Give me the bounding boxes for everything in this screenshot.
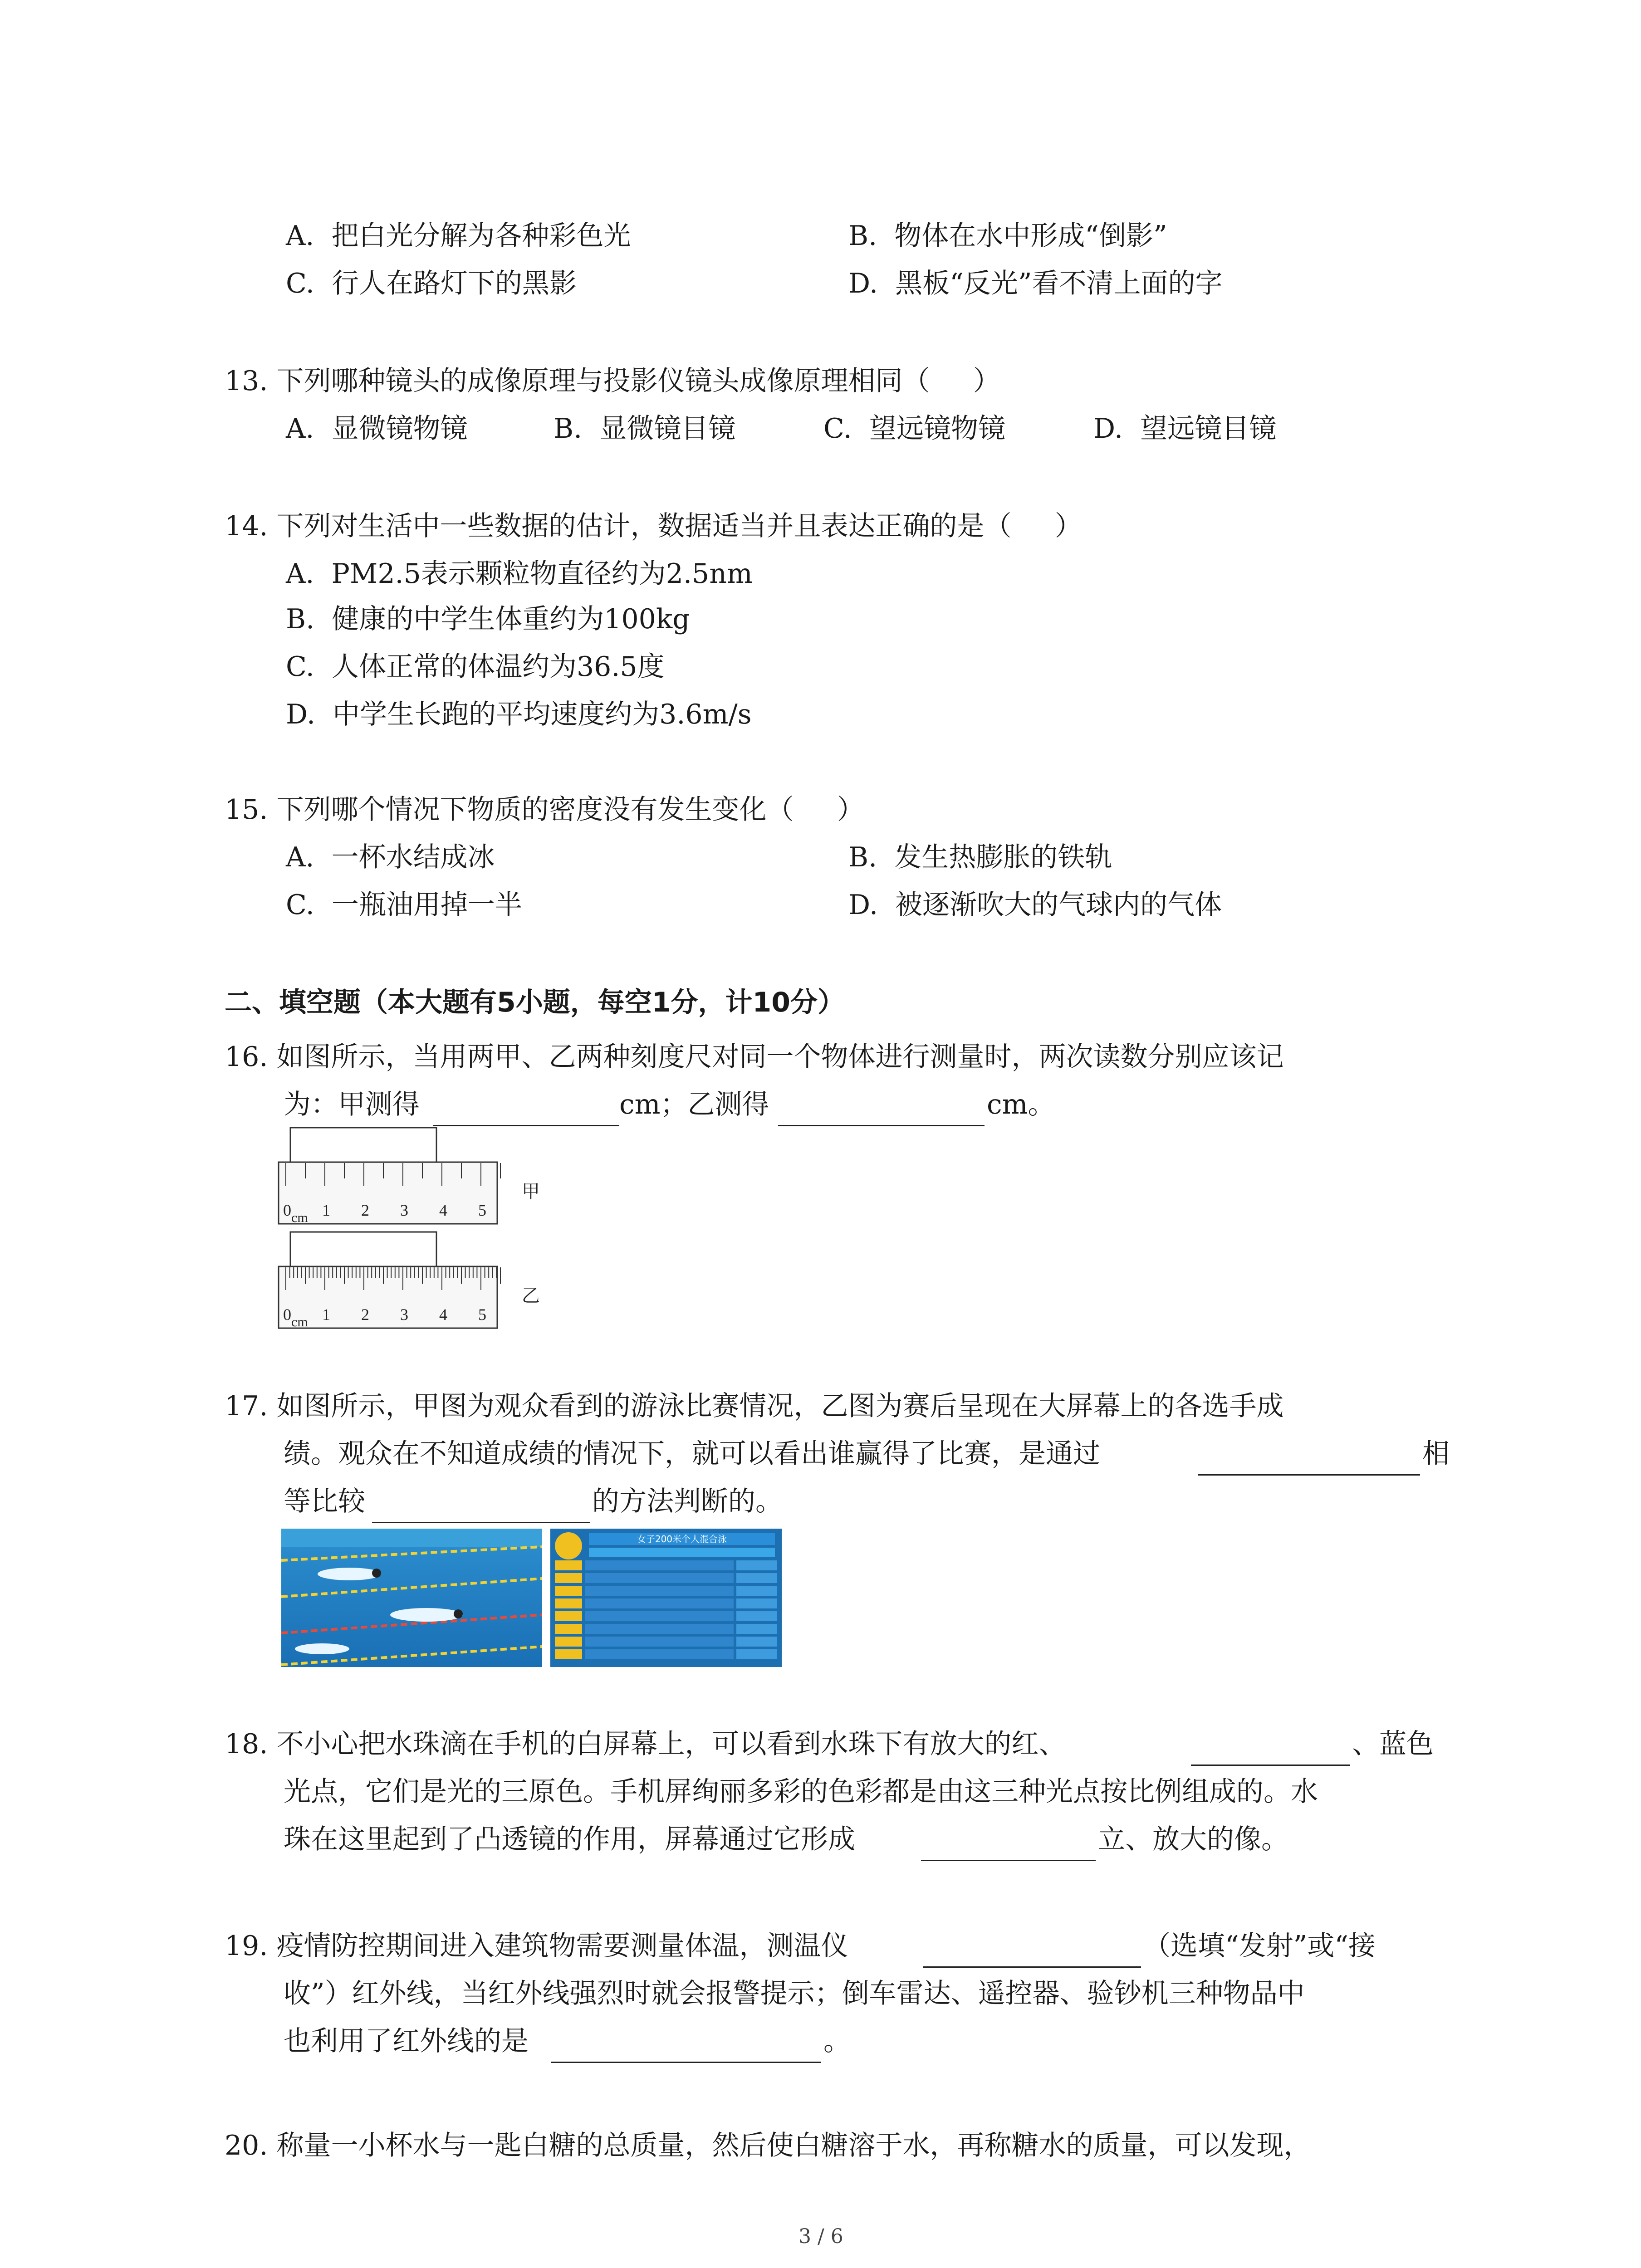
q17-line3-suffix: 的方法判断的。 [592,1486,783,1517]
q19-blank-2[interactable] [551,2062,821,2063]
time-cell [736,1649,777,1659]
rank-cell [555,1586,582,1596]
q13-stem: 13. 下列哪种镜头的成像原理与投影仪镜头成像原理相同（ ） [225,365,1000,397]
q16-unit-1: cm；乙测得 [619,1089,769,1120]
ruler-jia-tick-2: 2 [361,1201,369,1219]
rank-cell [555,1560,582,1570]
ruler-jia-label: 甲 [522,1181,540,1202]
q18-line3-suffix: 立、放大的像。 [1098,1823,1288,1855]
results-row [555,1573,777,1583]
name-cell [585,1637,734,1647]
q14-option-a: A. PM2.5表示颗粒物直径约为2.5nm [286,558,753,590]
q18-blank-2[interactable] [921,1860,1096,1861]
name-cell [585,1611,734,1621]
q15-option-c: C. 一瓶油用掉一半 [286,889,522,921]
time-cell [736,1637,777,1647]
name-cell [585,1649,734,1659]
q15-option-a: A. 一杯水结成冰 [286,841,495,873]
ruler-jia-tick-0: 0 [283,1201,291,1219]
ruler-jia-tick-3: 3 [400,1201,408,1219]
ruler-yi-unit: cm [291,1315,308,1330]
q17-line3-prefix: 等比较 [284,1486,365,1517]
q12-option-c: C. 行人在路灯下的黑影 [286,268,577,299]
q16-unit-2: cm。 [987,1089,1055,1120]
results-row [555,1598,777,1608]
name-cell [585,1624,734,1634]
results-header-row [589,1548,775,1557]
q17-line2-end: 相 [1422,1438,1450,1470]
page-number: 3 / 6 [798,2225,843,2248]
results-row [555,1637,777,1647]
q18-blank-1[interactable] [1191,1765,1350,1766]
name-cell [585,1573,734,1583]
q18-line2: 光点，它们是光的三原色。手机屏绚丽多彩的色彩都是由这三种光点按比例组成的。水 [284,1776,1318,1808]
q15-option-d: D. 被逐渐吹大的气球内的气体 [848,889,1222,921]
q13-option-d: D. 望远镜目镜 [1093,413,1277,445]
ruler-yi-tick-1: 1 [322,1305,330,1324]
q14-option-b: B. 健康的中学生体重约为100kg [286,603,690,635]
q18-line1-prefix: 18. 不小心把水珠滴在手机的白屏幕上，可以看到水珠下有放大的红、 [225,1728,1066,1760]
q13-option-b: B. 显微镜目镜 [554,413,736,445]
rank-cell [555,1624,582,1634]
ruler-yi-label: 乙 [522,1286,540,1306]
ruler-jia-tick-4: 4 [439,1201,447,1219]
rank-cell [555,1598,582,1608]
results-row [555,1560,777,1570]
q19-line2: 收”）红外线，当红外线强烈时就会报警提示；倒车雷达、遥控器、验钞机三种物品中 [284,1978,1305,2009]
results-screen-image [550,1529,782,1667]
q17-line1: 17. 如图所示，甲图为观众看到的游泳比赛情况，乙图为赛后呈现在大屏幕上的各选手成 [225,1390,1284,1422]
ruler-jia-unit: cm [291,1210,308,1225]
rank-cell [555,1649,582,1659]
q13-option-a: A. 显微镜物镜 [286,413,468,445]
ruler-figure [277,1125,558,1334]
q12-option-b: B. 物体在水中形成“倒影” [848,220,1167,252]
rank-cell [555,1611,582,1621]
q14-stem: 14. 下列对生活中一些数据的估计，数据适当并且表达正确的是（ ） [225,510,1082,542]
time-cell [736,1624,777,1634]
ruler-yi-tick-5: 5 [478,1305,486,1324]
q12-option-a: A. 把白光分解为各种彩色光 [286,220,631,252]
q15-option-b: B. 发生热膨胀的铁轨 [848,841,1112,873]
time-cell [736,1598,777,1608]
ruler-yi-tick-4: 4 [439,1305,447,1324]
q19-line1-suffix: （选填“发射”或“接 [1143,1930,1376,1962]
rank-cell [555,1573,582,1583]
q17-blank-2[interactable] [372,1522,590,1523]
q19-line3-suffix: 。 [823,2025,851,2057]
rank-cell [555,1637,582,1647]
q16-line2-prefix: 为：甲测得 [284,1089,420,1120]
time-cell [736,1573,777,1583]
name-cell [585,1560,734,1570]
q19-line1-prefix: 19. 疫情防控期间进入建筑物需要测量体温，测温仪 [225,1930,848,1962]
results-row [555,1649,777,1659]
q14-option-c: C. 人体正常的体温约为36.5度 [286,651,665,683]
event-logo [555,1532,582,1559]
q16-line1: 16. 如图所示，当用两甲、乙两种刻度尺对同一个物体进行测量时，两次读数分别应该记 [225,1041,1284,1073]
ruler-jia-tick-5: 5 [478,1201,486,1219]
q18-line1-suffix: 、蓝色 [1352,1728,1434,1760]
q17-line2: 绩。观众在不知道成绩的情况下，就可以看出谁赢得了比赛，是通过 [284,1438,1100,1470]
time-cell [736,1611,777,1621]
results-row [555,1624,777,1634]
q20-line1: 20. 称量一小杯水与一匙白糖的总质量，然后使白糖溶于水，再称糖水的质量，可以发现， [225,2130,1311,2161]
results-row [555,1586,777,1596]
q16-blank-yi[interactable] [778,1125,985,1126]
q15-stem: 15. 下列哪个情况下物质的密度没有发生变化（ ） [225,794,864,826]
ruler-yi-tick-0: 0 [283,1305,291,1324]
q13-option-c: C. 望远镜物镜 [823,413,1005,445]
time-cell [736,1586,777,1596]
name-cell [585,1598,734,1608]
swimming-pool-image [281,1529,542,1667]
q12-option-d: D. 黑板“反光”看不清上面的字 [848,268,1223,299]
q17-blank-1[interactable] [1198,1474,1420,1476]
results-row [555,1611,777,1621]
name-cell [585,1586,734,1596]
results-screen-title: 女子200米个人混合泳 [589,1533,775,1545]
ruler-yi-tick-3: 3 [400,1305,408,1324]
q14-option-d: D. 中学生长跑的平均速度约为3.6m/s [286,699,752,730]
ruler-yi-tick-2: 2 [361,1305,369,1324]
time-cell [736,1560,777,1570]
q19-blank-1[interactable] [923,1966,1141,1968]
section-heading: 二、填空题（本大题有5小题，每空1分，计10分） [225,987,845,1018]
ruler-jia-tick-1: 1 [322,1201,330,1219]
q19-line3-prefix: 也利用了红外线的是 [284,2025,529,2057]
q18-line3-prefix: 珠在这里起到了凸透镜的作用，屏幕通过它形成 [284,1823,855,1855]
